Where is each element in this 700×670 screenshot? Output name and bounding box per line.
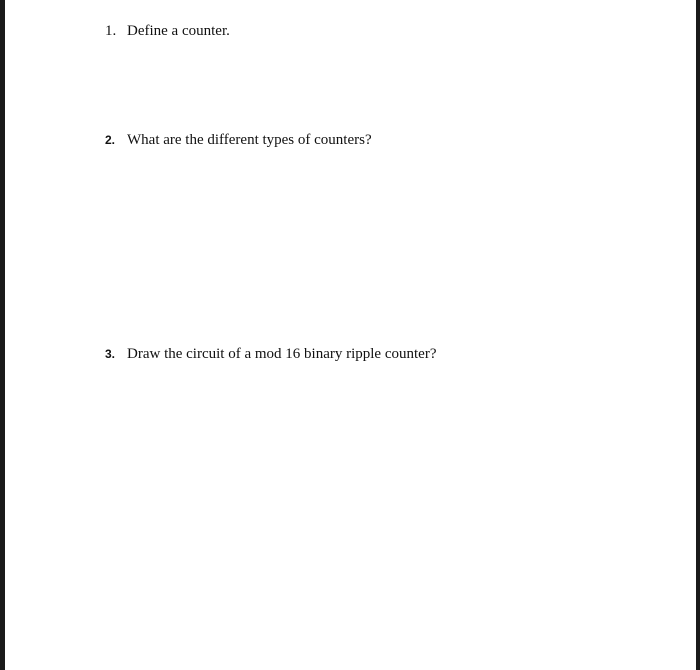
question-2: [105, 132, 372, 149]
question-1-number: 1.: [105, 23, 117, 39]
question-3-number: 3.: [105, 347, 116, 361]
question-3: [105, 346, 436, 363]
question-3-text: Draw the circuit of a mod 16 binary ripple counter?: [127, 346, 437, 362]
question-1: [105, 23, 230, 40]
right-border: [696, 0, 700, 670]
document-page: [5, 0, 696, 670]
question-1-text: Define a counter.: [127, 23, 230, 39]
question-2-text: What are the different types of counters?: [127, 132, 372, 148]
question-2-number: 2.: [105, 133, 116, 147]
